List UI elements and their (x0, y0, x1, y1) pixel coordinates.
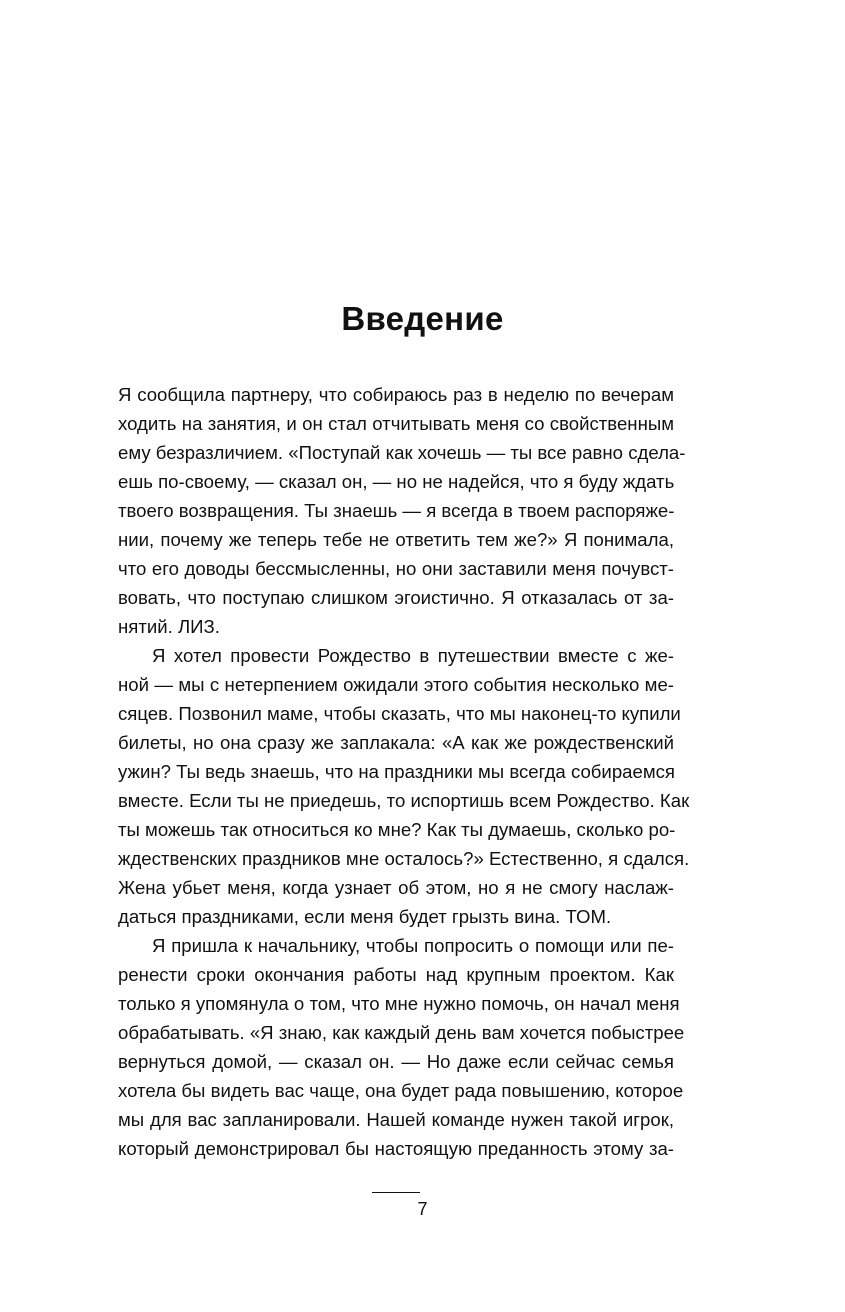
text-line: мы для вас запланировали. Нашей команде нужен такой игрок, (118, 1109, 674, 1130)
text-line: ужин? Ты ведь знаешь, что на праздники мы всегда собираемся (118, 761, 675, 782)
text-line: сяцев. Позвонил маме, чтобы сказать, что мы наконец-то купили (118, 703, 681, 724)
text-line: нии, почему же теперь тебе не ответить тем же?» Я понимала, (118, 529, 674, 550)
text-line: даться праздниками, если меня будет грызть вина. ТОМ. (118, 906, 612, 927)
text-line: Я сообщила партнеру, что собираюсь раз в неделю по вечерам (118, 384, 674, 405)
text-line: ты можешь так относиться ко мне? Как ты думаешь, сколько ро- (118, 819, 676, 840)
text-line: ешь по-своему, — сказал он, — но не надейся, что я буду ждать (118, 471, 675, 492)
text-line: что его доводы бессмысленны, но они заставили меня почувст- (118, 558, 674, 579)
text-line: хотела бы видеть вас чаще, она будет рада повышению, которое (118, 1080, 684, 1101)
text-line: ждественских праздников мне осталось?» Естественно, я сдался. (118, 848, 690, 869)
text-line: вовать, что поступаю слишком эгоистично. Я отказалась от за- (118, 587, 674, 608)
text-line: Я пришла к начальнику, чтобы попросить о помощи или пе- (152, 935, 674, 956)
text-line: билеты, но она сразу же заплакала: «А как же рождественский (118, 732, 674, 753)
text-line: ной — мы с нетерпением ожидали этого события несколько ме- (118, 674, 674, 695)
text-line: ренести сроки окончания работы над крупным проектом. Как (118, 964, 674, 985)
text-line: ходить на занятия, и он стал отчитывать меня со свойственным (118, 413, 674, 434)
page-number: 7 (417, 1199, 428, 1219)
text-line: Я хотел провести Рождество в путешествии вместе с же- (152, 645, 674, 666)
chapter-heading: Введение (341, 300, 504, 337)
text-line: нятий. ЛИЗ. (118, 616, 220, 637)
footer-rule (372, 1192, 420, 1193)
text-line: твоего возвращения. Ты знаешь — я всегда в твоем распоряже- (118, 500, 675, 521)
text-line: ему безразличием. «Поступай как хочешь — ты все равно сдела- (118, 442, 686, 463)
text-line: Жена убьет меня, когда узнает об этом, но я не смогу наслаж- (118, 877, 674, 898)
text-line: вместе. Если ты не приедешь, то испортишь всем Рождество. Как (118, 790, 690, 811)
text-line: вернуться домой, — сказал он. — Но даже если сейчас семья (118, 1051, 674, 1072)
text-line: обрабатывать. «Я знаю, как каждый день вам хочется побыстрее (118, 1022, 685, 1043)
text-line: который демонстрировал бы настоящую преданность этому за- (118, 1138, 674, 1159)
text-line: только я упомянула о том, что мне нужно помочь, он начал меня (118, 993, 680, 1014)
